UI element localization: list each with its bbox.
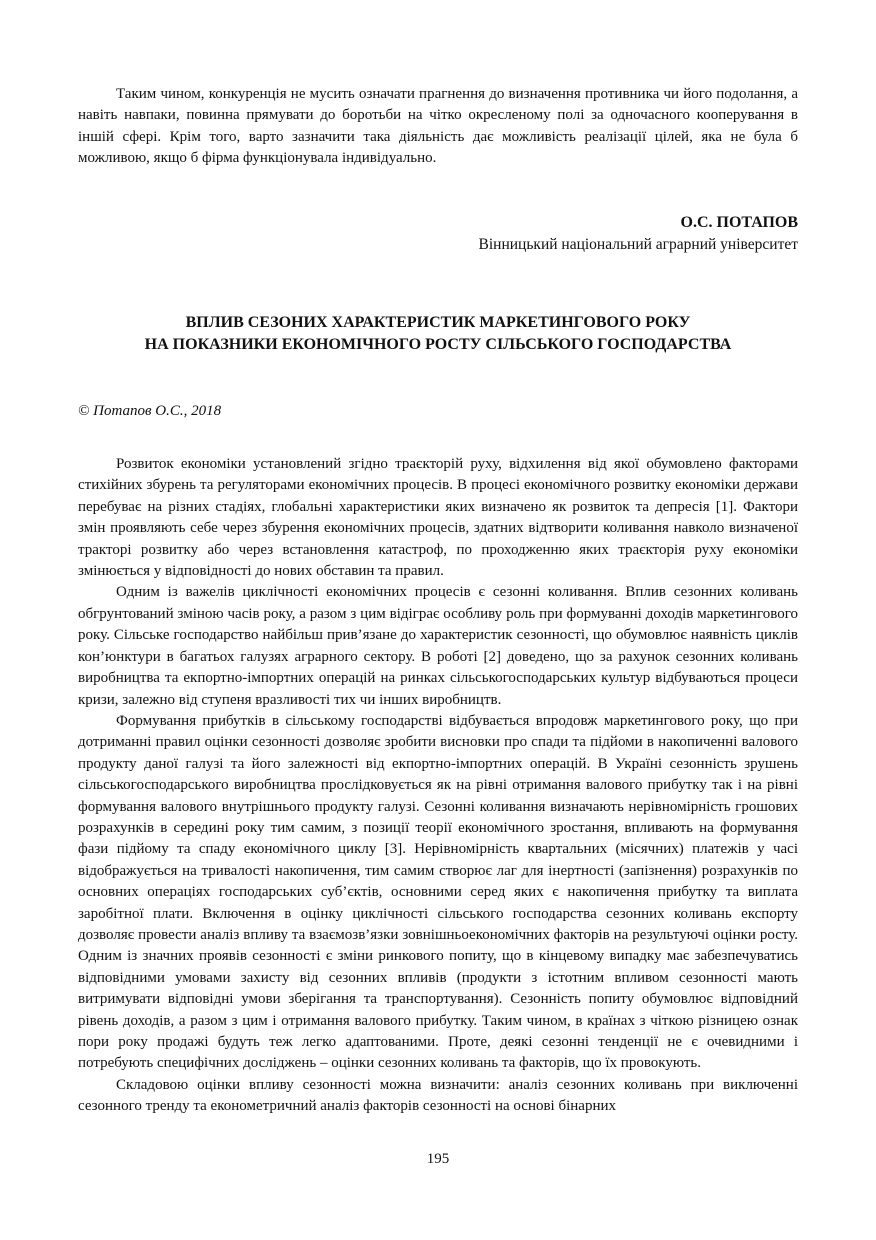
- paragraph: Складовою оцінки впливу сезонності можна визначити: аналіз сезонних коливань при виключенні сезонного тренду та економетричний аналіз факторів сезонності на основі бінарних: [78, 1076, 798, 1115]
- paragraph: Одним із важелів циклічності економічних процесів є сезонні коливання. Вплив сезонних коливань обгрунтований зміною часів року, а разом з цим відіграє особливу роль при формуванні доходів маркетингового року. Сільське господарство найбільш прив’язане до характеристик сезонності, що обумовлює наявність циклів кон’юнктури в багатьох галузях аграрного сектору. В роботі [2] доведено, що за рахунок сезонних коливань виробництва та екпортно-імпортних операцій на ринках сільськогосподарських культур відбуваються процеси кризи, залежно від ступеня вразливості тих чи інших виробництв.: [78, 584, 798, 708]
- author-affiliation: Вінницький національний аграрний університет: [478, 235, 798, 253]
- copyright-line: © Потапов О.С., 2018: [78, 402, 222, 419]
- author-name: О.С. ПОТАПОВ: [680, 213, 798, 231]
- page-number: 195: [426, 1150, 450, 1167]
- author-block: [78, 212, 798, 256]
- article-body: [78, 454, 798, 1118]
- paragraph: Формування прибутків в сільському господарстві відбувається впродовж маркетингового року, що при дотриманні правил оцінки сезонності дозволяє зробити висновки про спади та підйоми в накопиченні валового продукту даної галузі та його залежності від екпортно-імпортних операцій. В Україні сезонність зрушень сільськогосподарського виробництва прослідковується як на рівні отримання валового прибутку так і на рівні формування валового внутрішнього продукту галузі. Сезонні коливання визначають нерівномірність грошових розрахунків в середині року тим самим, з позиції теорії економічного зростання, впливають на формування фази підйому та спаду економічного циклу [3]. Нерівномірність квартальних (місячних) платежів у часі відображується на тривалості накопичення, тим самим створює лаг для інертності (запізнення) розрахунків по основних операціях господарських суб’єктів, основними серед яких є накопичення прибутку та виплата заробітної плати. Включення в оцінку циклічності сільського господарства сезонних коливань експорту дозволяє провести аналіз впливу та взаємозв’язки зовнішньоекономічних факторів на результуючі оцінки росту. Одним із значних проявів сезонності є зміни ринкового попиту, що в кінцевому випадку має забезпечуватись відповідними умовами захисту від сезонних впливів (продукти з істотним впливом сезонності мають витримувати відповідні умови зберігання та транспортування). Сезонність попиту обумовлює відповідний рівень доходів, а разом з цим і отримання валового прибутку. Таким чином, в країнах з чіткою різницею ознак пори року продажі будуть теж легко адаптованими. Проте, деякі сезонні тенденції не є очевидними і потребують специфічних досліджень – оцінки сезонних коливань та факторів, що їх провокують.: [78, 712, 798, 1072]
- paper-title-line-2: НА ПОКАЗНИКИ ЕКОНОМІЧНОГО РОСТУ СІЛЬСЬКОГО ГОСПОДАРСТВА: [144, 336, 732, 354]
- paragraph-intro: Таким чином, конкуренція не мусить означати прагнення до визначення противника чи його подолання, а навіть навпаки, повинна прямувати до боротьби на чітко окресленому полі за одночасного кооперування в іншій сфері. Крім того, варто зазначити така діяльність дає можливість реалізації цілей, яка не була б можливою, якщо б фірма функціонувала індивідуально.: [78, 86, 798, 167]
- paper-title-line-1: ВПЛИВ СЕЗОНИХ ХАРАКТЕРИСТИК МАРКЕТИНГОВОГО РОКУ: [185, 313, 691, 331]
- paper-title: [78, 312, 798, 357]
- paragraph: Розвиток економіки установлений згідно траєкторій руху, відхилення від якої обумовлено факторами стихійних збурень та регуляторами економічних процесів. В процесі економічного розвитку економіки держави перебуває на різних стадіях, глобальні характеристики яких визначено як розвиток та депресія [1]. Фактори змін проявляють себе через збурення економічних процесів, здатних відтворити коливання навколо визначеної тракторі розвитку або через встановлення катастроф, по проходженню яких траєкторія руху економіки змінюється у відповідності до нових обставин та правил.: [78, 456, 798, 580]
